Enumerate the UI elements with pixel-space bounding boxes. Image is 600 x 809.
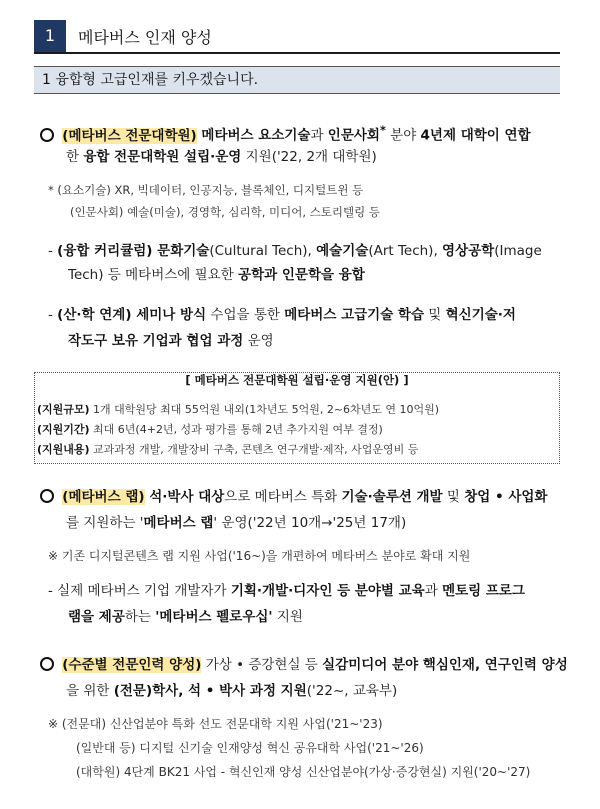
item3-text: ('22~, 교육부) bbox=[306, 683, 398, 699]
dash1-line2 bbox=[68, 264, 365, 286]
dash2-line1 bbox=[48, 304, 516, 326]
dash-text: 하는 bbox=[124, 609, 156, 625]
box-row-label: (지원내용) bbox=[37, 443, 90, 456]
item3-text: (전문)학사, 석 • 박사 과정 지원 bbox=[113, 683, 307, 699]
circle-bullet-icon bbox=[40, 489, 54, 503]
subheading: 1 융합형 고급인재를 키우겠습니다. bbox=[34, 66, 560, 94]
item2-line2 bbox=[66, 512, 406, 534]
dash-text: 과 bbox=[424, 583, 443, 599]
dash1-line1 bbox=[48, 240, 542, 262]
item3-line2 bbox=[66, 680, 397, 702]
item1-text: 지원('22, 2개 대학원) bbox=[241, 149, 377, 165]
box-title bbox=[35, 372, 559, 388]
dash-text: 및 bbox=[424, 307, 446, 323]
box-row-text: 최대 6년(4+2년, 성과 평가를 통해 2년 추가지원 여부 결정) bbox=[89, 423, 383, 436]
box-title-text: [ 메타버스 전문대학원 설립·운영 지원(안) ] bbox=[179, 373, 414, 387]
dash-text: - 실제 메타버스 기업 개발자가 bbox=[48, 583, 231, 599]
item2-tag: (메타버스 랩) bbox=[62, 489, 145, 505]
item1-tag: (메타버스 전문대학원) bbox=[62, 127, 197, 144]
dash-text: 멘토링 프로그 bbox=[442, 583, 526, 599]
dash-text: 운영 bbox=[243, 333, 274, 349]
dash-text: (융합 커리큘럼) 문화기술 bbox=[57, 243, 210, 259]
item1-text: 과 bbox=[310, 127, 328, 144]
dash-text: 예술기술 bbox=[316, 243, 369, 259]
dash-text: 작도구 보유 기업과 협업 과정 bbox=[68, 333, 244, 349]
dash-text: 혁신기술·저 bbox=[445, 307, 516, 323]
footnote-mark: * bbox=[379, 124, 386, 137]
item2-text: ' 운영('22년 10개→'25년 17개) bbox=[213, 515, 407, 531]
item2-text: 으로 메타버스 특화 bbox=[224, 489, 342, 505]
dash2-line2 bbox=[68, 330, 274, 352]
item2-text: 및 bbox=[442, 489, 465, 505]
dash-text: '메타버스 펠로우십' bbox=[155, 609, 273, 625]
note3-line1: ※ (전문대) 신산업분야 특화 선도 전문대학 지원 사업('21~'23) bbox=[48, 717, 383, 731]
dash-text: Tech) 등 메타버스에 필요한 bbox=[68, 267, 239, 283]
box-row-label: (지원규모) bbox=[37, 403, 90, 416]
item1-text: 메타버스 요소기술 bbox=[196, 127, 311, 144]
item3-text: 을 위한 bbox=[66, 683, 114, 699]
item2-line1 bbox=[40, 486, 547, 508]
note2: ※ 기존 디지털콘텐츠 랩 지원 사업('16~)을 개편하여 메타버스 분야로 확대 지원 bbox=[48, 549, 471, 563]
item3-text: 가상 • 증강현실 등 bbox=[201, 657, 323, 673]
section-number: 1 bbox=[34, 20, 66, 52]
section-header bbox=[34, 20, 560, 54]
dash-text: 영상공학 bbox=[442, 243, 495, 259]
item1-text: 4년제 대학이 연합 bbox=[420, 127, 531, 144]
section-title: 메타버스 인재 양성 bbox=[78, 28, 212, 47]
item1-text: 분야 bbox=[385, 127, 421, 144]
circle-bullet-icon bbox=[40, 657, 54, 671]
note1-line1: * (요소기술) XR, 빅데이터, 인공지능, 블록체인, 디지털트윈 등 bbox=[48, 183, 364, 197]
item1-line2 bbox=[66, 146, 377, 168]
item2-text: 석·박사 대상 bbox=[144, 489, 225, 505]
dash3-line1 bbox=[48, 580, 525, 602]
item1-text: 한 bbox=[66, 149, 84, 165]
dash-text: 기획·개발·디자인 등 분야별 교육 bbox=[230, 583, 425, 599]
item3-tag: (수준별 전문인력 양성) bbox=[62, 657, 202, 673]
note3-line3: (대학원) 4단계 BK21 사업 - 혁신인재 양성 신산업분야(가상·증강현실) 지원('20~'27) bbox=[76, 765, 531, 779]
item3-line1 bbox=[40, 654, 568, 676]
dash-text: (산·학 연계) 세미나 방식 bbox=[57, 307, 207, 323]
circle-bullet-icon bbox=[40, 128, 54, 142]
dash-text: - bbox=[48, 243, 58, 259]
item2-text: 창업 • 사업화 bbox=[464, 489, 548, 505]
box-row bbox=[37, 401, 439, 419]
item2-text: 메타버스 랩 bbox=[143, 515, 214, 531]
item2-text: 기술·솔루션 개발 bbox=[341, 489, 443, 505]
dash-text: (Cultural Tech), bbox=[209, 243, 317, 259]
note1-line2: (인문사회) 예술(미술), 경영학, 심리학, 미디어, 스토리텔링 등 bbox=[70, 205, 381, 219]
box-row bbox=[37, 421, 383, 439]
box-row bbox=[37, 441, 418, 459]
note3-line2: (일반대 등) 디지털 신기술 인재양성 혁신 공유대학 사업('21~'26) bbox=[76, 741, 424, 755]
item1-text: 인문사회 bbox=[327, 127, 380, 144]
item3-text: 실감미디어 분야 핵심인재, 연구인력 양성 bbox=[322, 657, 568, 673]
item1-line1 bbox=[40, 120, 531, 147]
support-box bbox=[34, 372, 560, 464]
item2-text: 를 지원하는 ' bbox=[66, 515, 144, 531]
dash-text: 공학과 인문학을 융합 bbox=[238, 267, 365, 283]
box-row-text: 교과과정 개발, 개발장비 구축, 콘텐츠 연구개발·제작, 사업운영비 등 bbox=[89, 443, 419, 456]
dash-text: 지원 bbox=[272, 609, 303, 625]
dash-text: 수업을 통한 bbox=[206, 307, 285, 323]
box-row-label: (지원기간) bbox=[37, 423, 90, 436]
dash-text: (Art Tech), bbox=[368, 243, 443, 259]
dash3-line2 bbox=[68, 606, 303, 628]
dash-text: 메타버스 고급기술 학습 bbox=[284, 307, 425, 323]
box-row-text: 1개 대학원당 최대 55억원 내외(1차년도 5억원, 2~6차년도 연 10억원) bbox=[89, 403, 440, 416]
item1-text: 융합 전문대학원 설립·운영 bbox=[83, 149, 242, 165]
dash-text: 램을 제공 bbox=[68, 609, 125, 625]
dash-text: - bbox=[48, 307, 58, 323]
dash-text: (Image bbox=[494, 243, 542, 259]
